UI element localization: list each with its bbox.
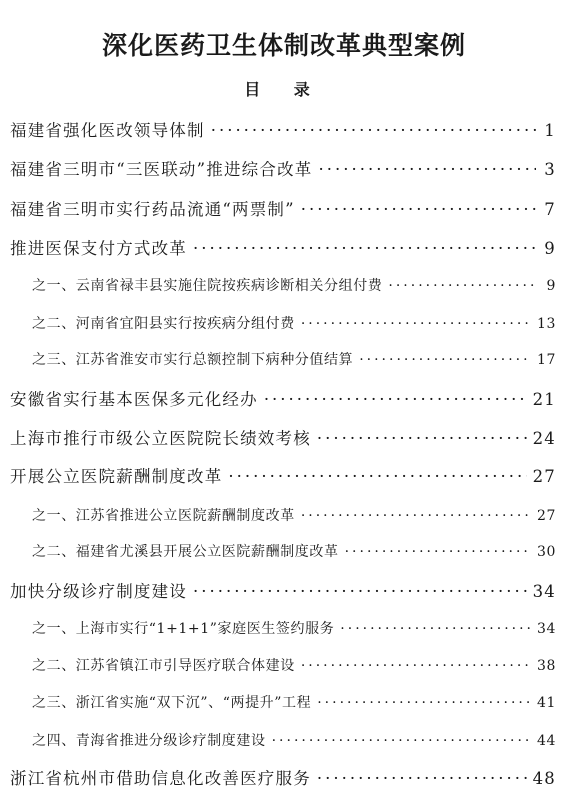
toc-entry[interactable]: [10, 156, 556, 180]
toc-entry-title: 福建省三明市“三医联动”推进综合改革: [10, 160, 313, 179]
toc-entry[interactable]: [10, 196, 556, 220]
toc-entry-title: 浙江省杭州市借助信息化改善医疗服务: [10, 769, 311, 788]
toc-entry[interactable]: [10, 235, 556, 259]
toc-subentry-title: 之二、江苏省镇江市引导医疗联合体建设: [32, 658, 295, 674]
toc-entry-title: 福建省三明市实行药品流通“两票制”: [10, 200, 295, 219]
toc-page-number: 13: [536, 316, 556, 332]
toc-entry[interactable]: [10, 386, 556, 410]
dot-leader: [340, 621, 531, 637]
dot-leader: [317, 695, 531, 711]
toc-page-number: 27: [536, 508, 556, 524]
dot-leader: [388, 278, 536, 294]
dot-leader: [301, 658, 531, 674]
toc-page-number: 30: [536, 544, 556, 560]
toc-subentry[interactable]: [32, 618, 556, 638]
document-title: 深化医药卫生体制改革典型案例: [101, 31, 466, 60]
toc-entry[interactable]: [10, 578, 556, 602]
dot-leader: [301, 200, 536, 219]
toc-page-number: 27: [532, 467, 556, 486]
toc-subentry-title: 之三、浙江省实施“双下沉”、“两提升”工程: [32, 695, 312, 711]
toc-subentry-title: 之一、上海市实行“1+1+1”家庭医生签约服务: [32, 621, 335, 637]
toc-entry-title: 开展公立医院薪酬制度改革: [10, 467, 223, 486]
dot-leader: [317, 769, 527, 788]
toc-page-number: 9: [544, 239, 556, 258]
toc-subentry-title: 之一、云南省禄丰县实施住院按疾病诊断相关分组付费: [32, 278, 383, 294]
toc-entry-title: 推进医保支付方式改革: [10, 239, 187, 258]
toc-subentry-title: 之二、福建省尤溪县开展公立医院薪酬制度改革: [32, 544, 339, 560]
toc-entry[interactable]: [10, 765, 556, 789]
dot-leader: [317, 429, 527, 448]
toc-entry[interactable]: [10, 463, 556, 487]
toc-subentry-title: 之一、江苏省推进公立医院薪酬制度改革: [32, 508, 295, 524]
toc-subentry-title: 之四、青海省推进分级诊疗制度建设: [32, 733, 266, 749]
dot-leader: [359, 352, 531, 368]
dot-leader: [272, 733, 531, 749]
toc-entry-title: 加快分级诊疗制度建设: [10, 582, 187, 601]
toc-page-number: 44: [536, 733, 556, 749]
toc-subentry-title: 之三、江苏省淮安市实行总额控制下病种分值结算: [32, 352, 354, 368]
toc-entry-title: 上海市推行市级公立医院院长绩效考核: [10, 429, 311, 448]
toc-entry-title: 福建省强化医改领导体制: [10, 121, 205, 140]
toc-entry[interactable]: [10, 425, 556, 449]
dot-leader: [318, 160, 536, 179]
toc-page-number: 38: [536, 658, 556, 674]
dot-leader: [193, 239, 536, 258]
toc-entry-title: 安徽省实行基本医保多元化经办: [10, 390, 258, 409]
dot-leader: [301, 316, 531, 332]
toc-heading: 目 录: [244, 80, 324, 99]
toc-subentry-title: 之二、河南省宜阳县实行按疾病分组付费: [32, 316, 295, 332]
toc-page-number: 21: [532, 390, 556, 409]
toc-subentry[interactable]: [32, 730, 556, 750]
toc-page-number: 7: [544, 200, 556, 219]
toc-page-number: 48: [532, 769, 556, 788]
toc-page-number: 1: [544, 121, 556, 140]
toc-page-number: 34: [532, 582, 556, 601]
dot-leader: [345, 544, 531, 560]
toc-page-number: 41: [536, 695, 556, 711]
dot-leader: [301, 508, 531, 524]
dot-leader: [264, 390, 527, 409]
toc-subentry[interactable]: [32, 541, 556, 561]
toc-page-number: 34: [536, 621, 556, 637]
toc-subentry[interactable]: [32, 349, 556, 369]
toc-subentry[interactable]: [32, 505, 556, 525]
toc-subentry[interactable]: [32, 313, 556, 333]
toc-page-number: 3: [544, 160, 556, 179]
toc-subentry[interactable]: [32, 692, 556, 712]
toc-page-number: 24: [532, 429, 556, 448]
toc-page-number: 17: [536, 352, 556, 368]
dot-leader: [228, 467, 526, 486]
dot-leader: [193, 582, 527, 601]
toc-page-number: 9: [546, 278, 556, 294]
toc-entry[interactable]: [10, 117, 556, 141]
toc-subentry[interactable]: [32, 275, 556, 295]
dot-leader: [211, 121, 536, 140]
toc-subentry[interactable]: [32, 655, 556, 675]
